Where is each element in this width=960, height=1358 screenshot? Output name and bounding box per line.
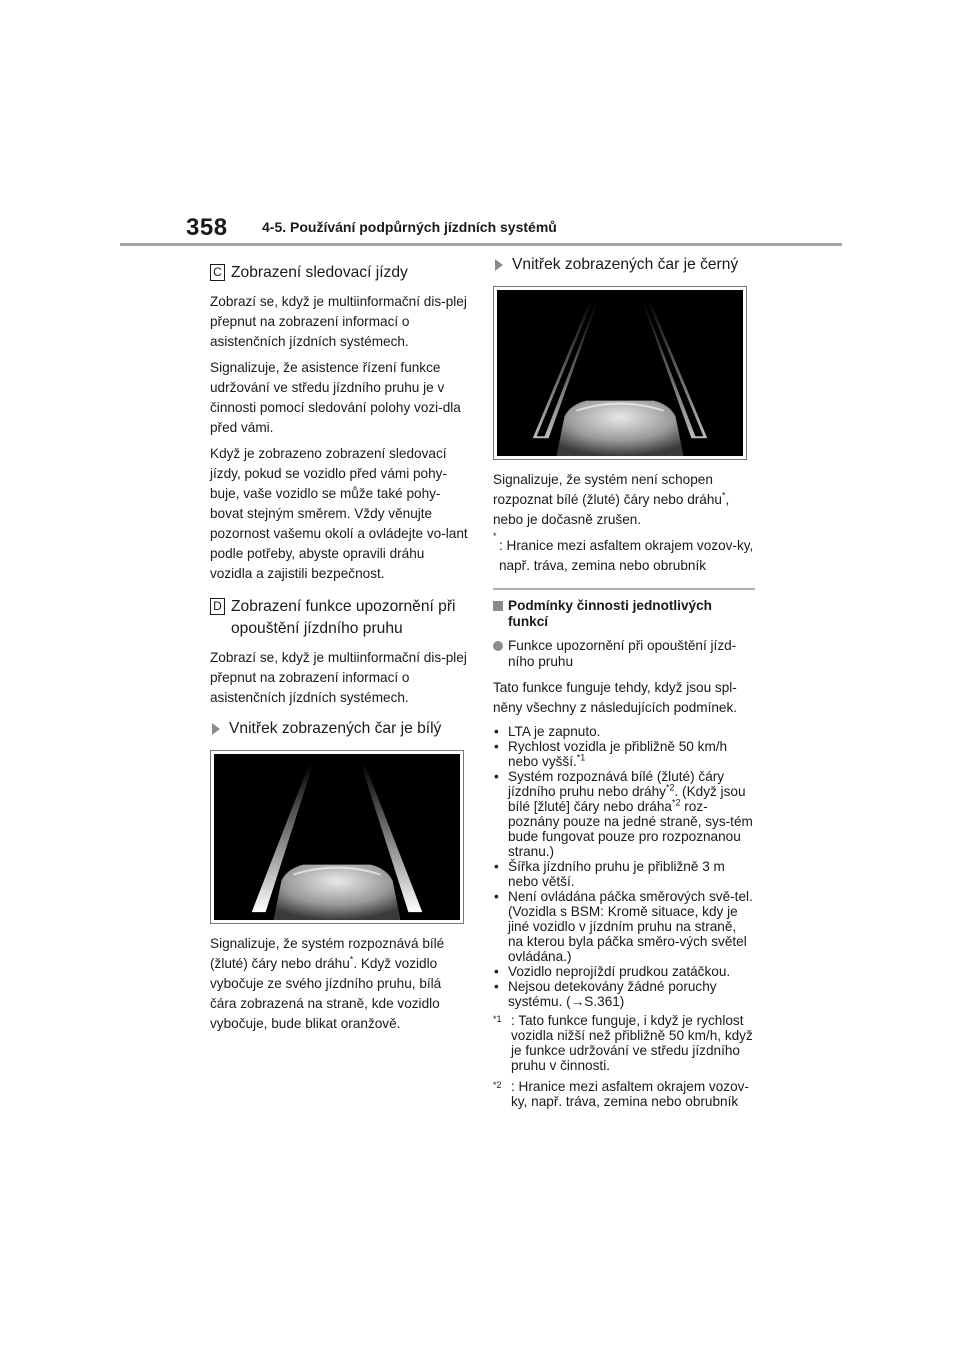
subheading-black [493,254,755,276]
figure-black-lines [493,286,747,460]
list-item-text: Není ovládána páčka směrových svě-tel. (Vozidla s BSM: Kromě situace, kdy je jiné vozidlo v jízdním pruhu na straně, na kterou byla páčka směro-vých světel ovládána.) [508,888,753,964]
list-item-text-c: roz-poznány pouze na jedné straně, sys-tém bude fungovat pouze pro rozpoznanou stranu.) [508,798,753,859]
triangle-bullet-icon [495,259,503,271]
heading-d-text: Zobrazení funkce upozornění při opouštění jízdního pruhu [231,598,456,637]
list-item: • Vozidlo neprojíždí prudkou zatáčkou. [494,963,731,979]
triangle-bullet-icon [212,723,220,735]
footnote-ref: *1 [576,751,586,762]
list-item-text: Vozidlo neprojíždí prudkou zatáčkou. [508,963,731,979]
footnote-1 [493,531,755,576]
list-item: • LTA je zapnuto. [494,723,601,739]
footnote-mark: * [493,531,497,541]
list-item: • Šířka jízdního pruhu je přibližně 3 m nebo větší. [493,859,755,889]
tag-c: C [210,264,225,281]
right-column [493,254,755,1115]
tag-d: D [210,598,225,615]
footnote-ref: *2 [671,796,681,807]
paragraph: Když je zobrazeno zobrazení sledovací jízdy, pokud se vozidlo před vámi pohy-buje, vaše vozidlo se může také pohy-bovat stejným směrem. Vždy věnujte pozornost vašemu okolí a ovládejte vo-lant podle potřeby, abyste opravili dráhu vozidla a zajistili bezpečnost. [210,446,468,581]
list-item: • Není ovládána páčka směrových svě-tel. (Vozidla s BSM: Kromě situace, kdy je jiné vozidlo v jízdním pruhu na straně, na kterou byla páčka směro-vých světel ovládána.) [493,889,755,964]
footnote-star1 [493,1013,755,1073]
paragraph: Zobrazí se, když je multiinformační dis-plej přepnut na zobrazení informací o asistenčních jízdních systémech. [210,294,467,349]
subheading-black-text: Vnitřek zobrazených čar je černý [512,256,739,273]
lane-display-black-image [497,290,743,456]
paragraph [210,934,468,1034]
figure-white-lines [210,750,464,924]
black-desc-a: Signalizuje, že systém není schopen rozpoznat bílé (žluté) čáry nebo dráhu [493,472,722,507]
paragraph [493,470,755,530]
heading-c-text: Zobrazení sledovací jízdy [231,264,408,281]
footnote-ref: *2 [665,781,675,792]
list-item-text: Nejsou detekovány žádné poruchy systému. (→S.361) [508,978,717,1009]
footnote-text: : Tato funkce funguje, i když je rychlost vozidla nižší než přibližně 50 km/h, když je funkce udržování ve středu jízdního pruhu v činnosti. [511,1012,753,1073]
paragraph: Zobrazí se, když je multiinformační dis-plej přepnut na zobrazení informací o asistenčních jízdních systémech. [210,650,467,705]
list-item-text: LTA je zapnuto. [508,723,601,739]
heading-c [210,262,468,284]
footnote-mark: *1 [493,1013,502,1024]
footnote-star2 [493,1079,755,1109]
paragraph: Tato funkce funguje tehdy, když jsou spl-něny všechny z následujících podmínek. [493,679,738,715]
footnote-text: : Hranice mezi asfaltem okrajem vozov-ky, např. tráva, zemina nebo obrubník [511,1078,749,1109]
conditions-list [493,724,755,1009]
list-item-text-a: Systém rozpoznává bílé (žluté) čáry jízdního pruhu nebo dráhy [508,768,725,799]
heading-d [210,596,468,640]
page-number: 358 [186,214,228,241]
conditions-heading-text: Podmínky činnosti jednotlivých funkcí [508,597,712,629]
circle-bullet-icon [493,641,503,651]
footnote-text: : Hranice mezi asfaltem okrajem vozov-ky, např. tráva, zemina nebo obrubník [499,538,754,573]
paragraph: Signalizuje, že asistence řízení funkce udržování ve středu jízdního pruhu je v činnosti pomocí sledování polohy vozi-dla před vámi. [210,360,461,435]
footnote-ref: * [349,954,354,965]
white-desc-a: Signalizuje, že systém rozpoznává bílé (žluté) čáry nebo dráhu [210,936,445,971]
list-item: • Rychlost vozidla je přibližně 50 km/h nebo vyšší.$^{*1}$ [493,739,755,769]
function-heading [493,638,755,670]
conditions-heading [493,598,755,630]
function-heading-text: Funkce upozornění při opouštění jízd-ního pruhu [508,637,737,669]
subheading-white [210,718,468,740]
footnote-mark: *2 [493,1079,502,1090]
subheading-white-text: Vnitřek zobrazených čar je bílý [229,720,442,737]
header-rule [120,243,842,246]
list-item-text: Šířka jízdního pruhu je přibližně 3 m nebo větší. [508,858,725,889]
lane-display-white-image [214,754,460,920]
list-item: • Nejsou detekovány žádné poruchy systému. (→S.361) [493,979,755,1009]
white-desc-b: . Když vozidlo vybočuje ze svého jízdního pruhu, bílá čára zobrazená na straně, kde vozidlo vybočuje, bude blikat oranžově. [210,956,442,1031]
list-item-text-b: . (Když jsou bílé [žluté] čáry nebo dráha [508,783,746,814]
list-item-text-a: Rychlost vozidla je přibližně 50 km/h nebo vyšší. [508,738,728,769]
list-item-text [508,739,755,769]
left-column [210,258,468,1040]
list-item-text [508,769,755,859]
square-bullet-icon [493,601,503,611]
list-item: • Systém rozpoznává bílé (žluté) čáry jízdního pruhu nebo dráhy$^{*2}$. (Když jsou bílé [žluté] čáry nebo dráha$^{*2}$ roz-poznány pouze na jedné straně, sys-tém bude fungovat pouze pro rozpoznanou stranu.) [493,769,755,859]
footnote-ref: * [721,490,726,501]
section-title: 4-5. Používání podpůrných jízdních systémů [262,219,557,235]
black-desc-b: , nebo je dočasně zrušen. [493,492,730,527]
separator [493,588,755,590]
